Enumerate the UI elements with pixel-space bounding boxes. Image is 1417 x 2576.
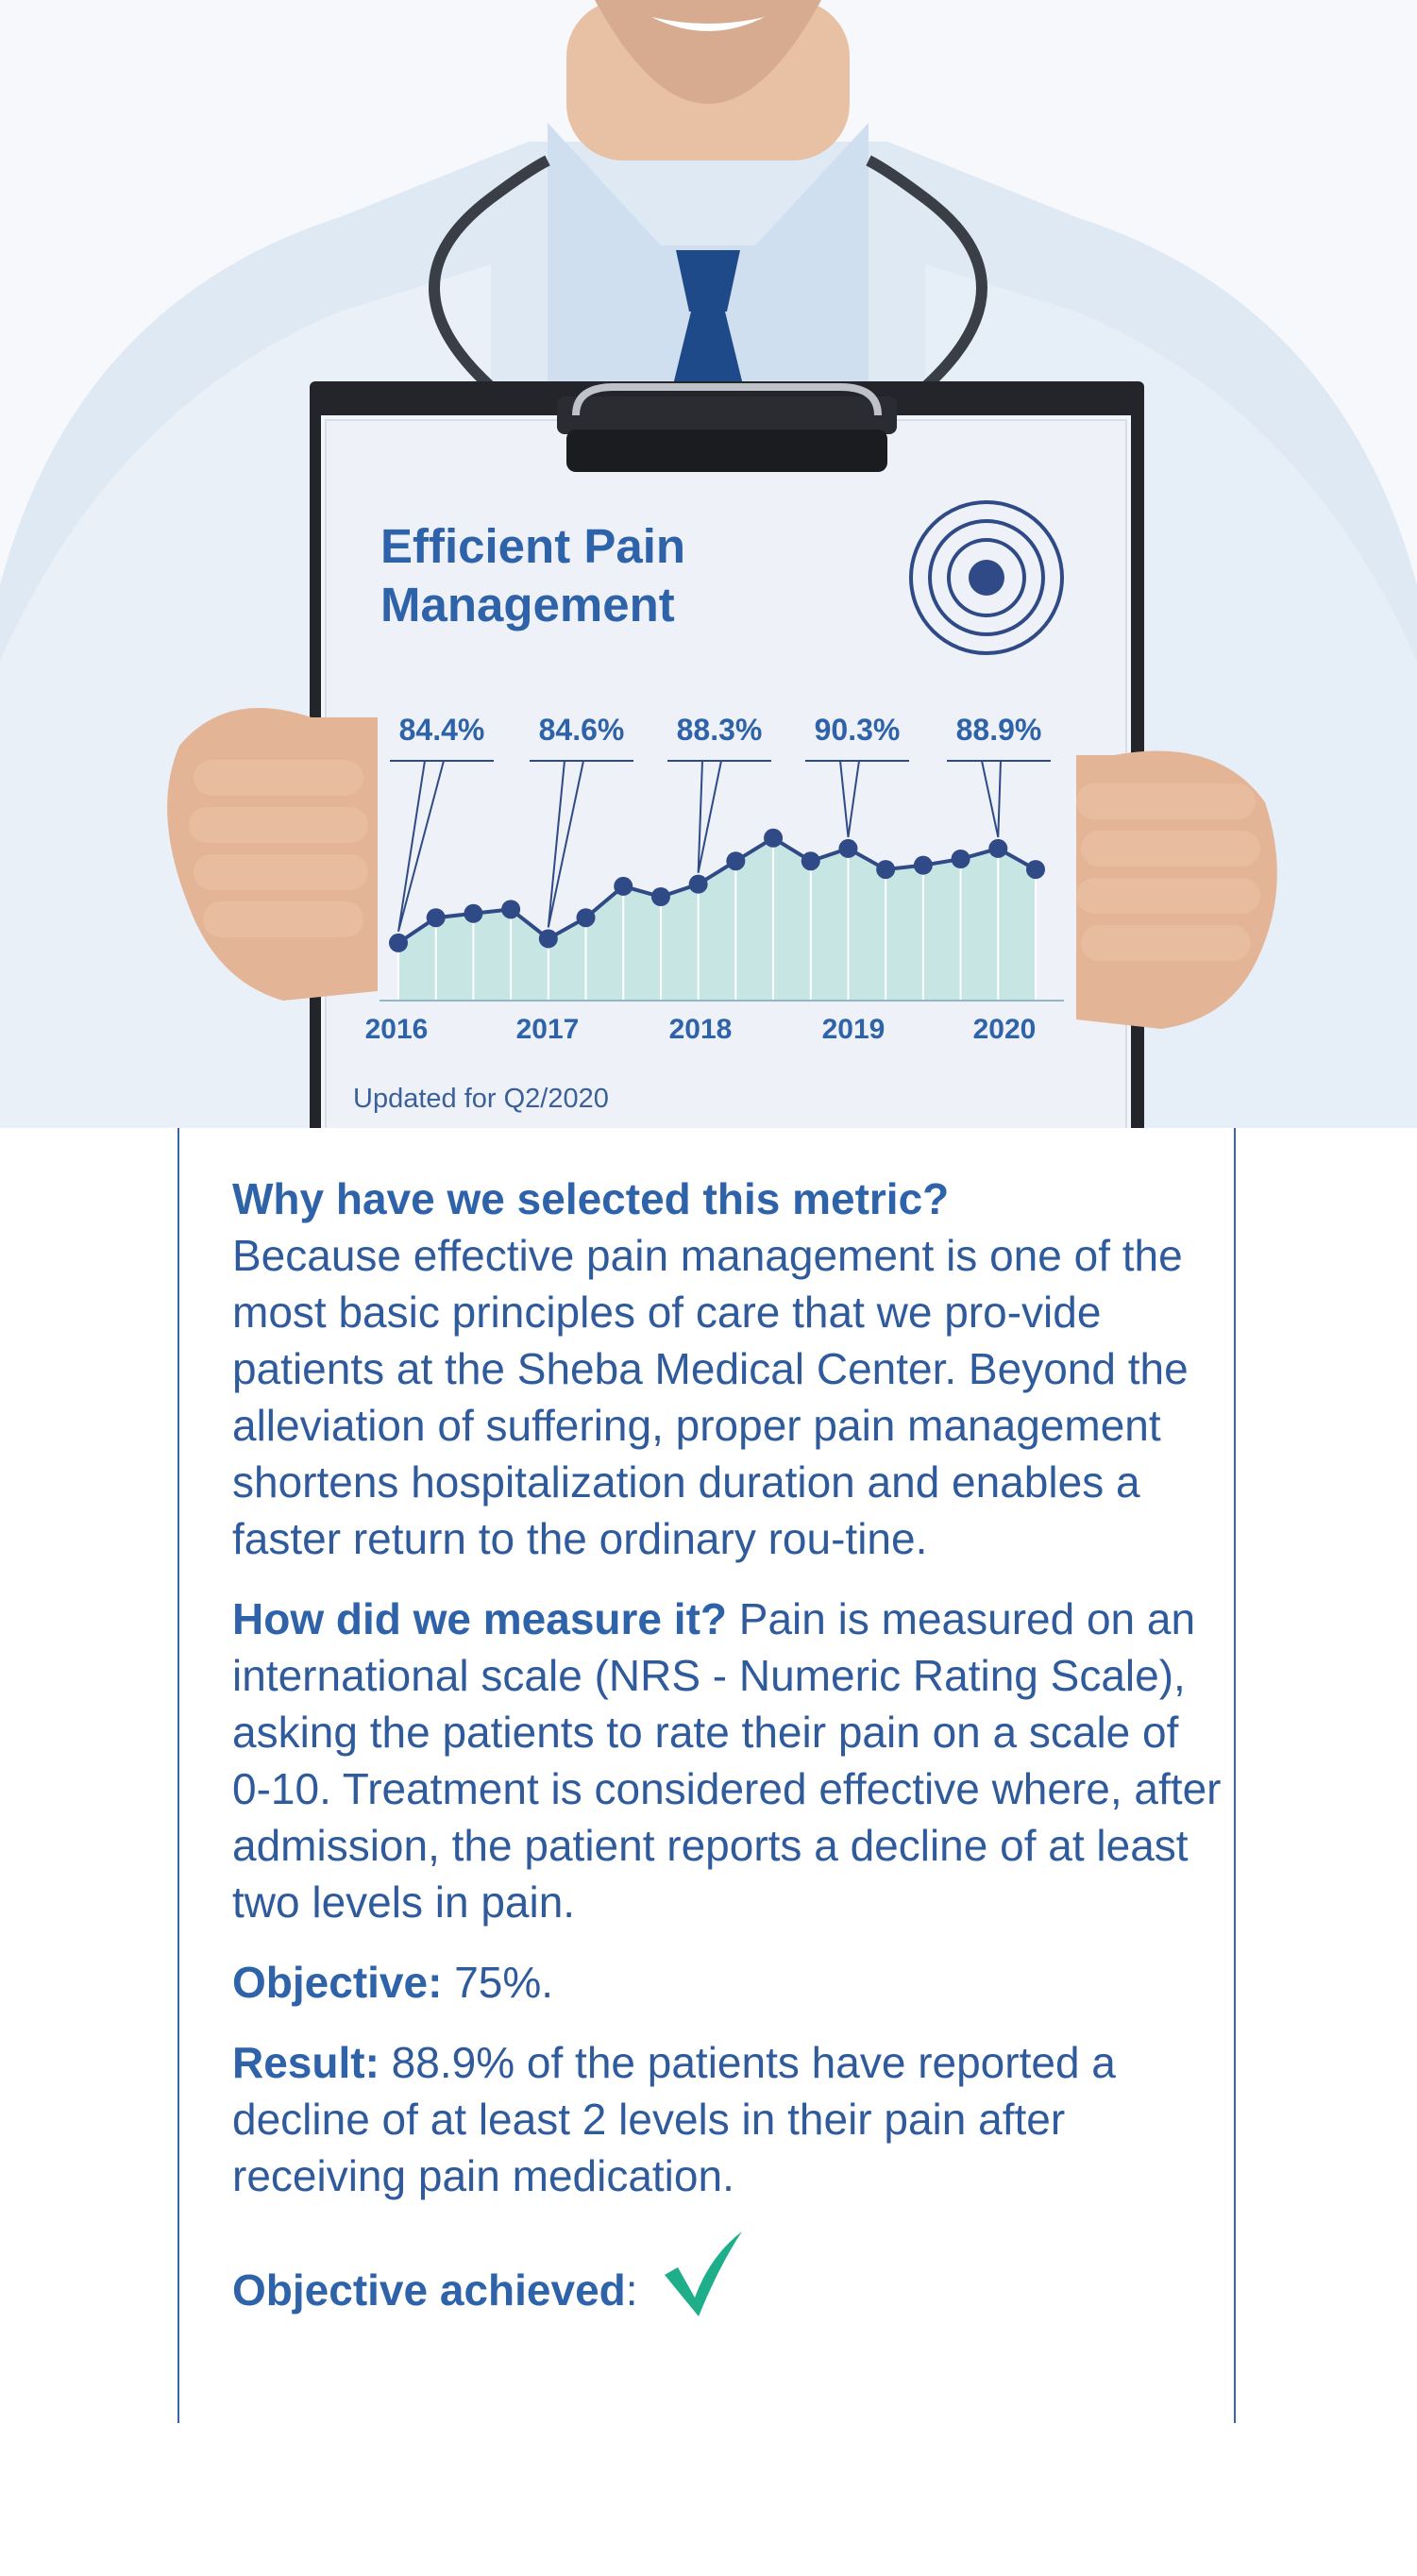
data-label: 90.3% bbox=[814, 713, 901, 747]
data-point bbox=[464, 904, 482, 923]
data-label: 84.6% bbox=[538, 713, 625, 747]
question-why bbox=[232, 1170, 1223, 1567]
objective bbox=[232, 1954, 1223, 2011]
x-tick-label: 2020 bbox=[972, 1014, 1037, 1045]
how-body: Pain is measured on an international scale (NRS - Numeric Rating Scale), asking the patients to rate their pain on a scale of 0-10. Treatment is considered effective where, after admission, the patient reports a decline of at least two levels in pain. bbox=[232, 1594, 1222, 1927]
how-heading: How did we measure it? bbox=[232, 1594, 727, 1643]
data-point bbox=[914, 856, 933, 875]
chart-title: Efficient Pain Management bbox=[380, 519, 686, 631]
data-label: 88.3% bbox=[676, 713, 763, 747]
achieved-colon: : bbox=[625, 2265, 638, 2315]
why-heading: Why have we selected this metric? bbox=[232, 1174, 950, 1223]
data-point bbox=[539, 929, 558, 948]
x-tick-label: 2018 bbox=[668, 1014, 733, 1045]
data-point bbox=[501, 900, 520, 918]
achieved-label: Objective achieved bbox=[232, 2265, 626, 2315]
data-point bbox=[689, 875, 708, 894]
result-body: 88.9% of the patients have reported a decline of at least 2 levels in their pain after receiving pain medication. bbox=[232, 2038, 1116, 2200]
objective-achieved bbox=[232, 2228, 1223, 2318]
x-tick-label: 2016 bbox=[364, 1014, 429, 1045]
data-label: 84.4% bbox=[398, 713, 485, 747]
data-point bbox=[1026, 860, 1045, 879]
objective-label: Objective: bbox=[232, 1958, 443, 2007]
result bbox=[232, 2034, 1223, 2204]
data-point bbox=[614, 877, 633, 896]
data-point bbox=[801, 851, 820, 870]
chart-footnote: Updated for Q2/2020 bbox=[353, 1084, 609, 1114]
metric-description bbox=[232, 1170, 1223, 2342]
x-tick-label: 2019 bbox=[821, 1014, 886, 1045]
data-point bbox=[838, 839, 857, 858]
data-point bbox=[726, 851, 745, 870]
question-how bbox=[232, 1591, 1223, 1930]
why-body: Because effective pain management is one of the most basic principles of care that we pro-vide patients at the Sheba Medical Center. Beyond the alleviation of suffering, proper pain management shortens hospitalization duration and enables a faster return to the ordinary rou-tine. bbox=[232, 1231, 1189, 1563]
data-label: 88.9% bbox=[955, 713, 1042, 747]
x-tick-label: 2017 bbox=[515, 1014, 580, 1045]
data-point bbox=[389, 934, 408, 952]
data-point bbox=[427, 908, 446, 927]
data-point bbox=[952, 850, 970, 868]
objective-value: 75%. bbox=[442, 1958, 554, 2007]
data-point bbox=[764, 829, 783, 848]
checkmark-icon bbox=[661, 2228, 746, 2318]
result-label: Result: bbox=[232, 2038, 380, 2087]
data-point bbox=[577, 908, 596, 927]
data-point bbox=[651, 887, 670, 906]
data-point bbox=[876, 860, 895, 879]
data-point bbox=[988, 839, 1007, 858]
